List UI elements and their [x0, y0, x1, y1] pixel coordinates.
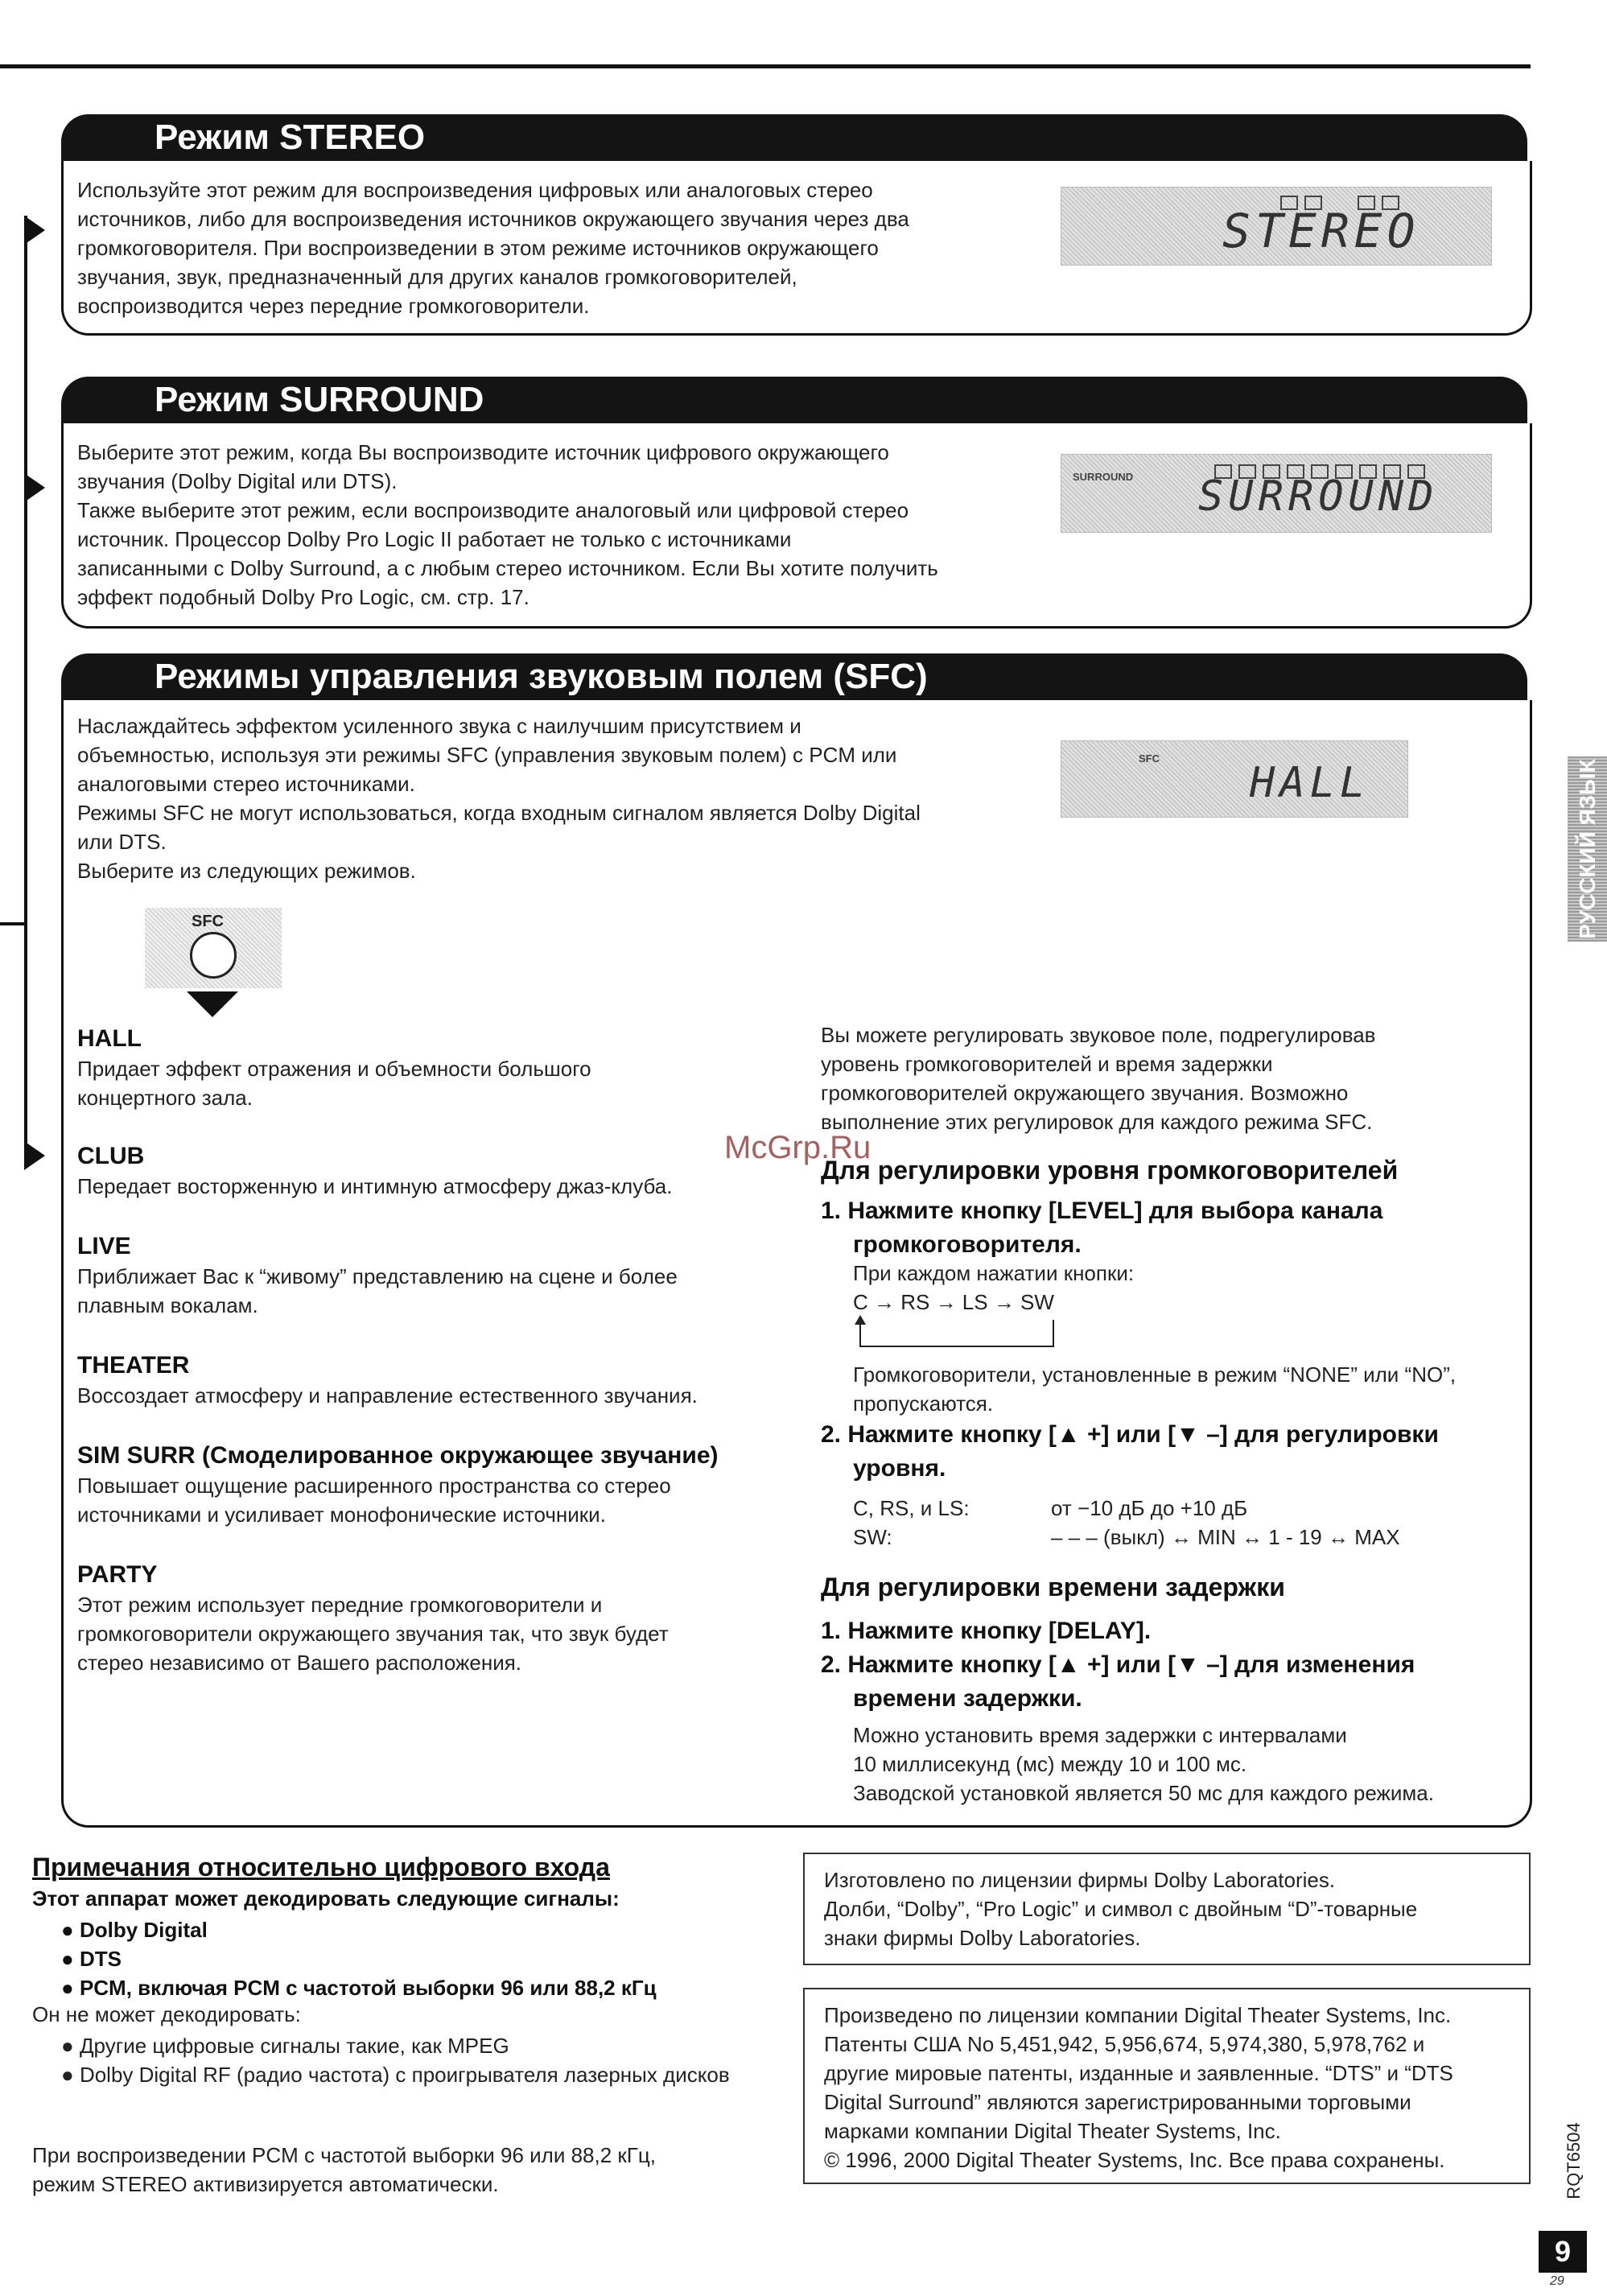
- decode-item-text: DTS: [79, 1947, 122, 1971]
- stereo-header: [61, 114, 1527, 161]
- bracket-line: [24, 216, 27, 1156]
- step-line: 1. Нажмите кнопку [LEVEL] для выбора канала: [821, 1197, 1383, 1224]
- surround-display-label: SURROUND: [1073, 471, 1134, 483]
- step-line: 2. Нажмите кнопку [▲ +] или [▼ –] для регулировки: [821, 1421, 1439, 1448]
- stereo-display: [1061, 187, 1492, 266]
- sfc-display: [1061, 740, 1408, 818]
- mode-desc-line: Этот режим использует передние громкоговорители и: [77, 1593, 603, 1617]
- sfc-header: [61, 653, 1527, 700]
- sfc-line: Режимы SFC не могут использоваться, когда входным сигналом является Dolby Digital: [77, 801, 921, 825]
- step-line: громкоговорителя.: [853, 1231, 1082, 1258]
- delay-step1: 1. Нажмите кнопку [DELAY].: [821, 1618, 1152, 1644]
- surround-header: [61, 377, 1527, 423]
- intro-line: уровень громкоговорителей и время задержки: [821, 1052, 1273, 1076]
- surround-display-text: SURROUND: [1198, 472, 1439, 521]
- surround-display: [1061, 454, 1492, 533]
- mode-desc-line: концертного зала.: [77, 1086, 253, 1110]
- decode-item-text: PCM, включая PCM с частотой выборки 96 или 88,2 кГц: [79, 1976, 657, 2000]
- mode-live-title: LIVE: [77, 1233, 131, 1259]
- license-line: Произведено по лицензии компании Digital Theater Systems, Inc.: [824, 2003, 1452, 2027]
- note-line: 10 миллисекунд (мс) между 10 и 100 мс.: [853, 1752, 1247, 1776]
- sfc-button-label: SFC: [192, 913, 224, 930]
- digital-notes-heading: Примечания относительно цифрового входа: [32, 1853, 610, 1882]
- note-line: пропускаются.: [853, 1391, 994, 1416]
- arrow-surround: [24, 473, 45, 502]
- nodecode-item: [61, 2031, 753, 2060]
- bullet-icon: ●: [61, 1976, 80, 2000]
- license-dolby-box: [803, 1853, 1531, 1965]
- delay-step2: [821, 1648, 1415, 1716]
- mode-live-desc: [77, 1262, 678, 1320]
- decode-item: [61, 1915, 657, 1944]
- mode-desc-line: источниками и усиливает монофонические источники.: [77, 1502, 606, 1527]
- surround-line: Выберите этот режим, когда Вы воспроизводите источник цифрового окружающего: [77, 440, 889, 464]
- stereo-line: звучания, звук, предназначенный для других каналов громкоговорителей,: [77, 265, 797, 289]
- mode-club-title: CLUB: [77, 1143, 145, 1169]
- stereo-display-text: STEREO: [1222, 204, 1420, 258]
- sfc-line: или DTS.: [77, 830, 167, 854]
- intro-line: громкоговорителей окружающего звучания. Возможно: [821, 1081, 1349, 1105]
- decode-item-text: Dolby Digital: [79, 1918, 208, 1942]
- license-dts-box: [803, 1988, 1531, 2184]
- level-step1: [821, 1194, 1382, 1262]
- stereo-line: громкоговорителя. При воспроизведении в этом режиме источников окружающего: [77, 236, 879, 260]
- sfc-display-label: SFC: [1139, 752, 1160, 765]
- sfc-line: Наслаждайтесь эффектом усиленного звука с наилучшим присутствием и: [77, 714, 801, 738]
- page-number-box: [1539, 2231, 1587, 2273]
- page-sub: 29: [1550, 2274, 1564, 2288]
- sfc-line: Выберите из следующих режимов.: [77, 859, 416, 883]
- step-line: уровня.: [853, 1455, 946, 1482]
- page-number: 9: [1554, 2235, 1572, 2268]
- level-cycle: C → RS → LS → SW: [853, 1290, 1054, 1314]
- nodecode-list: [61, 2031, 753, 2089]
- decode-item: [61, 1944, 657, 1973]
- range-value-2: – – – (выкл) ↔ MIN ↔ 1 - 19 ↔ MAX: [1051, 1525, 1400, 1549]
- intro-line: Вы можете регулировать звуковое поле, подрегулировав: [821, 1023, 1376, 1047]
- digital-cannot-decode: Он не может декодировать:: [32, 2002, 301, 2026]
- license-line: другие мировые патенты, изданные и заявленные. “DTS” и “DTS: [824, 2061, 1453, 2085]
- sfc-title: Режимы управления звуковым полем (SFC): [155, 657, 928, 696]
- note-line: Можно установить время задержки с интервалами: [853, 1723, 1347, 1747]
- watermark: McGrp.Ru: [724, 1130, 871, 1165]
- sfc-line: объемностью, используя эти режимы SFC (управления звуковым полем) с PCM или: [77, 743, 897, 767]
- surround-line: звучания (Dolby Digital или DTS).: [77, 469, 398, 493]
- nodecode-item-text: Другие цифровые сигналы такие, как MPEG: [79, 2034, 509, 2058]
- language-side-tab: [1568, 756, 1607, 942]
- nodecode-item-text: Dolby Digital RF (радио частота) с проигрывателя лазерных дисков: [79, 2063, 730, 2087]
- note-line: Громкоговорители, установленные в режим “NONE” или “NO”,: [853, 1362, 1457, 1387]
- note-line: Заводской установкой является 50 мс для каждого режима.: [853, 1781, 1434, 1805]
- sfc-line: аналоговыми стерео источниками.: [77, 772, 415, 796]
- cycle-return-line: [859, 1320, 1054, 1347]
- mode-desc-line: Передает восторженную и интимную атмосферу джаз-клуба.: [77, 1174, 673, 1198]
- pcm-note-line: При воспроизведении PCM с частотой выборки 96 или 88,2 кГц,: [32, 2143, 656, 2167]
- stereo-body: [77, 175, 1043, 320]
- bullet-icon: ●: [61, 2034, 80, 2058]
- top-rule: [0, 64, 1531, 68]
- bullet-icon: ●: [61, 2063, 80, 2087]
- surround-line: Также выберите этот режим, если воспроизводите аналоговый или цифровой стерео: [77, 498, 909, 522]
- stereo-line: источников, либо для воспроизведения источников окружающего звучания через два: [77, 207, 909, 231]
- license-line: Digital Surround” являются зарегистрированными торговыми: [824, 2090, 1411, 2114]
- mode-desc-line: громкоговорители окружающего звучания так, что звук будет: [77, 1622, 669, 1646]
- side-tick: [0, 922, 24, 925]
- mode-party-desc: [77, 1590, 669, 1677]
- license-line: Долби, “Dolby”, “Pro Logic” и символ с двойным “D”-товарные: [824, 1897, 1418, 1921]
- surround-line: эффект подобный Dolby Pro Logic, см. стр. 17.: [77, 585, 529, 609]
- license-line: марками компании Digital Theater Systems, Inc.: [824, 2119, 1281, 2143]
- decode-item: [61, 1973, 657, 2002]
- step-line: времени задержки.: [853, 1685, 1082, 1712]
- digital-can-decode: Этот аппарат может декодировать следующие сигналы:: [32, 1886, 620, 1911]
- side-tab-label: РУССКИЙ ЯЗЫК: [1574, 759, 1600, 939]
- sfc-body: [77, 711, 1059, 885]
- stereo-line: Используйте этот режим для воспроизведения цифровых или аналоговых стерео: [77, 178, 873, 202]
- range-label-1: C, RS, и LS:: [853, 1496, 970, 1520]
- pcm-note: [32, 2141, 656, 2199]
- delay-heading: Для регулировки времени задержки: [821, 1573, 1285, 1601]
- mode-desc-line: Придает эффект отражения и объемности большого: [77, 1057, 591, 1081]
- mode-desc-line: Приближает Вас к “живому” представлению на сцене и более: [77, 1264, 678, 1288]
- level-step1-note: При каждом нажатии кнопки:: [853, 1261, 1135, 1285]
- delay-note: [853, 1721, 1434, 1808]
- bullet-icon: ●: [61, 1918, 80, 1942]
- mode-theater-desc: [77, 1381, 698, 1410]
- mode-desc-line: плавным вокалам.: [77, 1293, 258, 1317]
- model-code-text: RQT6504: [1564, 2122, 1584, 2199]
- range-value-1: от −10 дБ до +10 дБ: [1051, 1496, 1248, 1520]
- level-step2: [821, 1418, 1439, 1486]
- mode-desc-line: стерео независимо от Вашего расположения.: [77, 1651, 522, 1675]
- level-heading: Для регулировки уровня громкоговорителей: [821, 1156, 1399, 1185]
- mode-desc-line: Повышает ощущение расширенного пространства со стерео: [77, 1474, 671, 1498]
- decode-list: [61, 1915, 657, 2002]
- mode-theater-title: THEATER: [77, 1352, 190, 1379]
- range-label-2: SW:: [853, 1525, 892, 1549]
- mode-simsurr-title: SIM SURR (Смоделированное окружающее звучание): [77, 1442, 719, 1469]
- surround-body: [77, 438, 1059, 612]
- surround-title: Режим SURROUND: [155, 380, 484, 419]
- pcm-note-line: режим STEREO активизируется автоматически.: [32, 2172, 499, 2196]
- step-line: 2. Нажмите кнопку [▲ +] или [▼ –] для изменения: [821, 1651, 1415, 1678]
- intro-line: выполнение этих регулировок для каждого режима SFC.: [821, 1110, 1373, 1134]
- license-line: Патенты США No 5,451,942, 5,956,674, 5,974,380, 5,978,762 и: [824, 2032, 1425, 2056]
- mode-party-title: PARTY: [77, 1561, 158, 1588]
- sfc-display-text: HALL: [1250, 759, 1370, 807]
- mode-club-desc: [77, 1172, 672, 1201]
- mode-hall-title: HALL: [77, 1025, 142, 1052]
- sfc-right-intro: [821, 1020, 1376, 1136]
- surround-line: записанными с Dolby Surround, а с любым стерео источником. Если Вы хотите получить: [77, 556, 938, 580]
- stereo-line: воспроизводится через передние громкоговорители.: [77, 294, 590, 318]
- arrow-club: [24, 1141, 45, 1170]
- license-line: © 1996, 2000 Digital Theater Systems, Inc. Все права сохранены.: [824, 2148, 1445, 2172]
- bullet-icon: ●: [61, 1947, 80, 1971]
- mode-desc-line: Воссоздает атмосферу и направление естественного звучания.: [77, 1383, 698, 1408]
- mode-simsurr-desc: [77, 1471, 671, 1529]
- arrow-stereo: [24, 216, 45, 245]
- down-arrow-icon: [187, 991, 238, 1017]
- stereo-title: Режим STEREO: [155, 117, 426, 157]
- surround-line: источник. Процессор Dolby Pro Logic II работает не только с источниками: [77, 527, 792, 551]
- sfc-button[interactable]: [190, 932, 237, 979]
- cycle-arrow-icon: [855, 1315, 866, 1325]
- license-line: знаки фирмы Dolby Laboratories.: [824, 1926, 1141, 1950]
- mode-hall-desc: [77, 1054, 591, 1112]
- nodecode-item: [61, 2060, 753, 2089]
- level-none-note: [853, 1360, 1456, 1418]
- license-line: Изготовлено по лицензии фирмы Dolby Laboratories.: [824, 1868, 1336, 1892]
- model-code: [1550, 2122, 1598, 2199]
